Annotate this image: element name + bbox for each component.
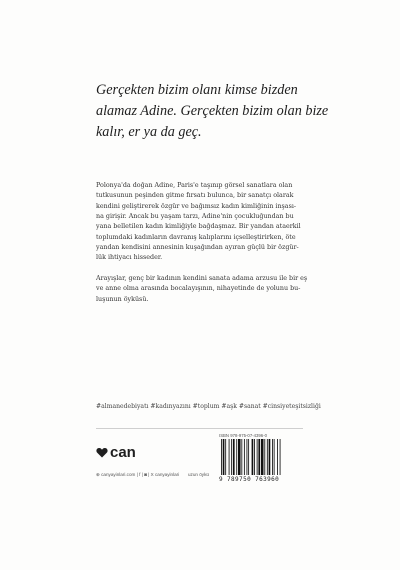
blurb-line: tutkusunun peşinden gitme fırsatı bulunca, bir sanatçı olarak [96,192,294,200]
barcode-bar [247,439,248,475]
blurb-line: ve anne olma arasında bocalayışının, nihayetinde de yolunu bu- [96,285,301,293]
barcode-bar [241,439,242,475]
footer-bar [96,428,303,487]
isbn-label: ISBN 978-975-07-4396-0 [219,433,268,438]
logo-text: can [110,444,136,461]
barcode-bar [258,439,260,475]
barcode-bar [274,439,275,475]
paragraph-gap [96,264,306,274]
blurb-line: toplumdaki kadınların davranış kalıplarını içselleştirirken, öte [96,233,296,241]
barcode-bar [252,439,254,475]
heart-icon [96,447,108,458]
barcode-bar [264,439,265,475]
cover-quote [96,80,329,143]
barcode-bar [223,439,225,475]
barcode-bar [233,439,235,475]
hashtags: #almanedebiyatı #kadınyazını #toplum #aşk #sanat #cinsiyeteşitsizliği [96,403,321,410]
publisher-links: ⊕ canyayinlari.com | f | ◙ | X canyayinlari [96,472,180,477]
isbn-block [219,433,303,483]
barcode-number: 9 789750 763960 [219,476,280,483]
blurb-line: Arayışlar, genç bir kadının kendini sanata adama arzusu ile bir eş [96,275,308,283]
blurb-line: na girişir. Ancak bu yaşam tarzı, Adine'nin çocukluğundan bu [96,213,294,221]
barcode-bar [267,439,268,475]
barcode-bar [238,439,241,475]
blurb-line: yana belletilen kadın kimliğiyle bağdaşmaz. Bir yandan ataerkil [96,223,301,231]
barcode-bar [269,439,271,475]
barcode-bar [236,439,237,475]
barcode [219,439,303,475]
blurb-line: kendini geliştirerek özgür ve bağımsız kadın kimliğinin inşası- [96,202,296,210]
quote-line: kalır, er ya da geç. [96,124,202,140]
quote-line: alamaz Adine. Gerçekten bizim olan bize [96,103,329,119]
barcode-bar [231,439,232,475]
barcode-bar [221,439,222,475]
genre-label: uzun öykü [188,472,209,477]
publisher-logo [96,444,136,461]
barcode-bar [277,439,278,475]
barcode-bar [280,439,281,475]
barcode-bar [225,439,226,475]
blurb-line: Polonya'da doğan Adine, Paris'e taşınıp görsel sanatlara olan [96,182,293,189]
barcode-bar [261,439,264,475]
quote-line: Gerçekten bizim olanı kimse bizden [96,82,298,98]
barcode-bar [254,439,255,475]
barcode-bar [248,439,249,475]
barcode-bar [244,439,245,475]
barcode-bar [257,439,258,475]
blurb-line: lük ihtiyacı hisseder. [96,254,163,262]
barcode-bar [229,439,230,475]
blurb-line: yandan kendisini annesinin kuşağından ayıran güçlü bir özgür- [96,244,299,252]
barcode-bar [272,439,273,475]
blurb-line: luşunun öyküsü. [96,295,149,303]
blurb [96,181,306,305]
